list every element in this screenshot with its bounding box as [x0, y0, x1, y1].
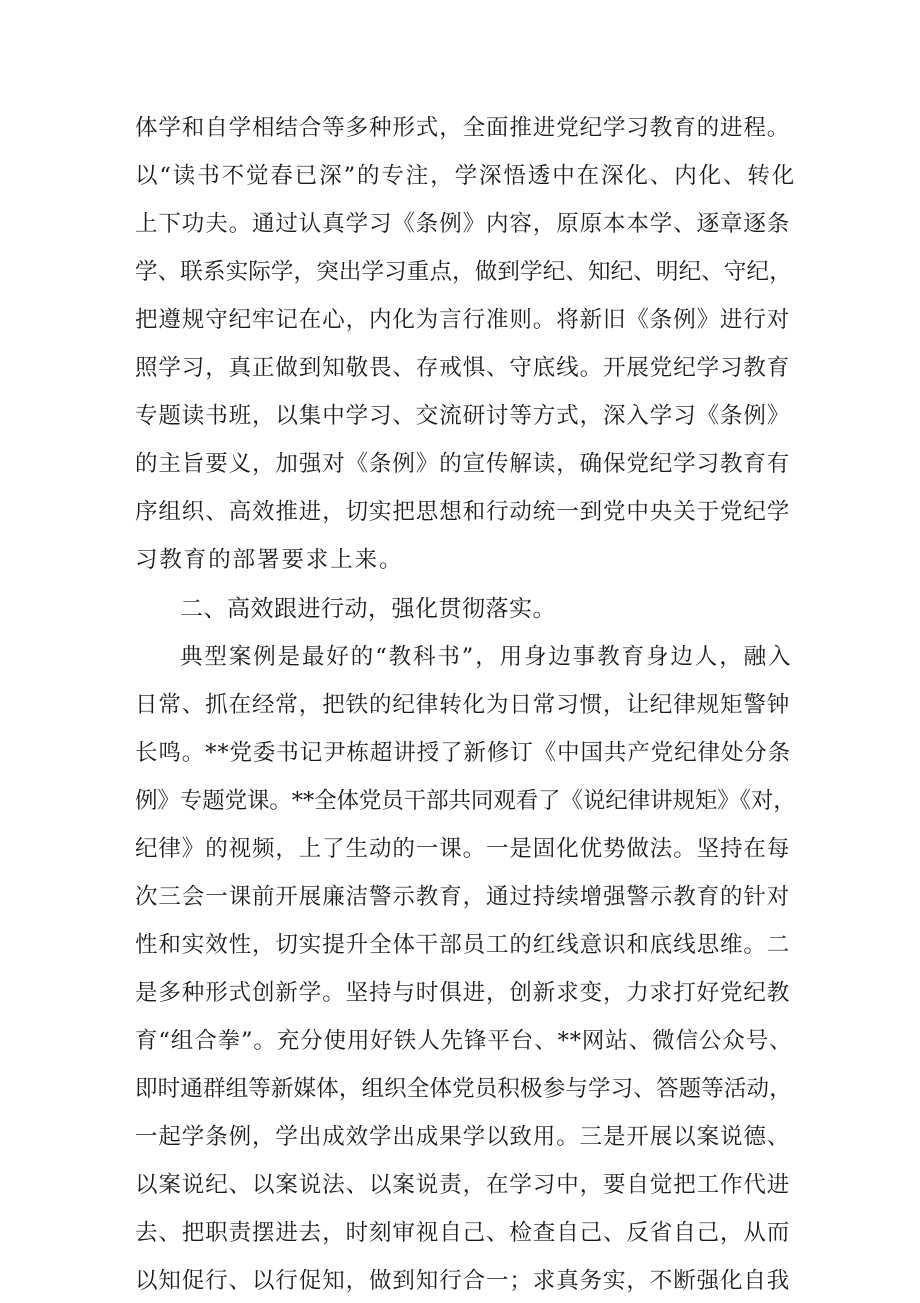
paragraph-line: 育“组合拳”。充分使用好铁人先锋平台、**网站、微信公众号、	[135, 1028, 793, 1054]
paragraph-line: 把遵规守纪牢记在心，内化为言行准则。将新旧《条例》进行对	[135, 307, 791, 333]
paragraph-line: 以案说纪、以案说法、以案说责，在学习中，要自觉把工作代进	[135, 1172, 791, 1198]
section-heading: 二、高效跟进行动，强化贯彻落实。	[180, 596, 556, 622]
paragraph-line: 一起学条例，学出成效学出成果学以致用。三是开展以案说德、	[135, 1124, 791, 1150]
paragraph-line: 次三会一课前开展廉洁警示教育，通过持续增强警示教育的针对	[135, 884, 791, 910]
paragraph-line: 学、联系实际学，突出学习重点，做到学纪、知纪、明纪、守纪，	[135, 259, 792, 285]
paragraph-line: 上下功夫。通过认真学习《条例》内容，原原本本学、逐章逐条	[135, 211, 791, 237]
paragraph-line: 体学和自学相结合等多种形式，全面推进党纪学习教育的进程。	[135, 115, 791, 141]
paragraph-line: 序组织、高效推进，切实把思想和行动统一到党中央关于党纪学	[135, 499, 791, 525]
paragraph-line: 照学习，真正做到知敬畏、存戒惧、守底线。开展党纪学习教育	[135, 355, 791, 381]
paragraph-line: 去、把职责摆进去，时刻审视自己、检查自己、反省自己，从而	[135, 1220, 791, 1246]
paragraph-line: 纪律》的视频，上了生动的一课。一是固化优势做法。坚持在每	[135, 836, 791, 862]
paragraph-line: 以“读书不觉春已深”的专注，学深悟透中在深化、内化、转化	[135, 163, 797, 189]
paragraph-line: 长鸣。**党委书记尹栋超讲授了新修订《中国共产党纪律处分条	[135, 740, 792, 766]
paragraph-line: 典型案例是最好的“教科书”，用身边事教育身边人，融入	[180, 644, 793, 670]
paragraph-line: 以知促行、以行促知，做到知行合一；求真务实，不断强化自我	[135, 1268, 791, 1294]
paragraph-line: 日常、抓在经常，把铁的纪律转化为日常习惯，让纪律规矩警钟	[135, 692, 791, 718]
paragraph-line: 习教育的部署要求上来。	[135, 547, 404, 573]
paragraph-line: 即时通群组等新媒体，组织全体党员积极参与学习、答题等活动，	[135, 1076, 792, 1102]
paragraph-line: 是多种形式创新学。坚持与时俱进，创新求变，力求打好党纪教	[135, 980, 791, 1006]
paragraph-line: 的主旨要义，加强对《条例》的宣传解读，确保党纪学习教育有	[135, 451, 791, 477]
paragraph-line: 专题读书班，以集中学习、交流研讨等方式，深入学习《条例》	[135, 403, 791, 429]
paragraph-line: 性和实效性，切实提升全体干部员工的红线意识和底线思维。二	[135, 932, 791, 958]
paragraph-line: 例》专题党课。**全体党员干部共同观看了《说纪律讲规矩》《对，	[135, 788, 796, 814]
